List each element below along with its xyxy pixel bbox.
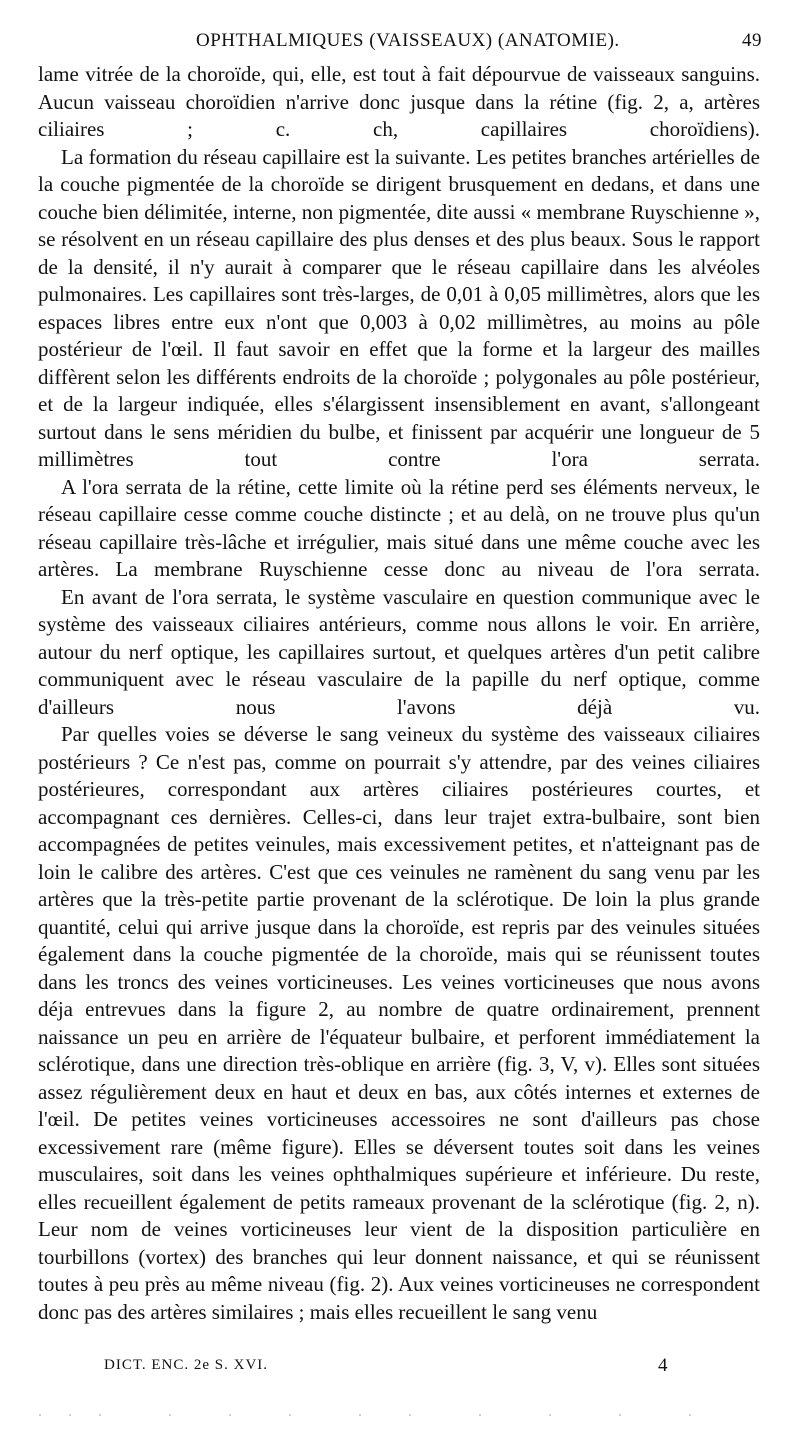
printer-signature: DICT. ENC. 2e S. XVI. — [104, 1357, 269, 1373]
paragraph-5: Par quelles voies se déverse le sang veineux du système des vaisseaux ciliaires postérieurs ? Ce n'est pas, comme on pourrait s'y attendre, par des veines ciliaires postérieures, correspondant aux artères ciliaires postérieures courtes, et accompagnant ces dernières. Celles-ci, dans leur trajet extra-bulbaire, sont bien accompagnées de petites veinules, mais excessivement petites, et n'atteignant pas de loin le calibre des artères. C'est que ces veinules ne ramènent du sang venu par les artères que la très-petite partie provenant de la sclérotique. De loin la plus grande quantité, celui qui arrive jusque dans la choroïde, est repris par des veinules situées également dans la couche pigmentée de la choroïde, mais qui se réunissent toutes dans les troncs des veines vorticineuses. Les veines vorticineuses que nous avons déja entrevues dans la figure 2, au nombre de quatre ordinairement, prennent naissance un peu en arrière de l'équateur bulbaire, et perforent immédiatement la sclérotique, dans une direction très-oblique en arrière (fig. 3, V, v). Elles sont situées assez régulièrement deux en haut et deux en bas, aux côtés internes et externes de l'œil. De petites veines vorticineuses accessoires ne sont d'ailleurs pas chose excessivement rare (même figure). Elles se déversent toutes soit dans les veines musculaires, soit dans les veines ophthalmiques supérieure et inférieure. Du reste, elles recueillent également de petits rameaux provenant de la sclérotique (fig. 2, n). Leur nom de veines vorticineuses leur vient de la disposition particulière en tourbillons (vortex) des branches qui leur donnent naissance, et qui se réunissent toutes à peu près au même niveau (fig. 2). Aux veines vorticineuses ne correspondent donc pas des artères similaires ; mais elles recueillent le sang venu — [38, 722, 760, 1324]
sheet-number: 4 — [658, 1355, 669, 1376]
running-title: OPHTHALMIQUES (VAISSEAUX) (ANATOMIE). — [196, 30, 620, 51]
page-number: 49 — [742, 30, 762, 51]
paragraph-3: A l'ora serrata de la rétine, cette limite où la rétine perd ses éléments nerveux, le réseau capillaire cesse comme couche distincte ; et au delà, on ne trouve plus qu'un réseau capillaire très-lâche et irrégulier, mais situé dans une même couche avec les artères. La membrane Ruyschienne cesse donc au niveau de l'ora serrata. — [38, 474, 760, 581]
scan-specks — [30, 1412, 750, 1418]
paragraph-2: La formation du réseau capillaire est la suivante. Les petites branches artérielles de la couche pigmentée de la choroïde se dirigent brusquement en dedans, et dans une couche bien délimitée, interne, non pigmentée, dite aussi « membrane Ruyschienne », se résolvent en un réseau capillaire des plus denses et des plus beaux. Sous le rapport de la densité, il n'y aurait à comparer que le réseau capillaire dans les alvéoles pulmonaires. Les capillaires sont très-larges, de 0,01 à 0,05 millimètres, alors que les espaces libres entre eux n'ont que 0,003 à 0,02 millimètres, au moins au pôle postérieur de l'œil. Il faut savoir en effet que la forme et la largeur des mailles diffèrent selon les différents endroits de la choroïde ; polygonales au pôle postérieur, et de la largeur indiquée, elles s'élargissent insensiblement en avant, s'allongeant surtout dans le sens méridien du bulbe, et finissent par acquérir une longueur de 5 millimètres tout contre l'ora serrata. — [38, 144, 760, 471]
paragraph-4: En avant de l'ora serrata, le système vasculaire en question communique avec le système des vaisseaux ciliaires antérieurs, comme nous allons le voir. En arrière, autour du nerf optique, les capillaires surtout, et quelques artères d'un petit calibre communiquent avec le réseau vasculaire de la papille du nerf optique, comme d'ailleurs nous l'avons déjà vu. — [38, 584, 760, 719]
running-header — [0, 30, 800, 54]
paragraph-1: lame vitrée de la choroïde, qui, elle, est tout à fait dépourvue de vaisseaux sanguins. Aucun vaisseau choroïdien n'arrive donc jusque dans la rétine (fig. 2, a, artères ciliaires ; c. ch, capillaires choroïdiens). — [38, 62, 760, 141]
body-text — [38, 61, 760, 1326]
page-footer — [0, 1357, 800, 1381]
